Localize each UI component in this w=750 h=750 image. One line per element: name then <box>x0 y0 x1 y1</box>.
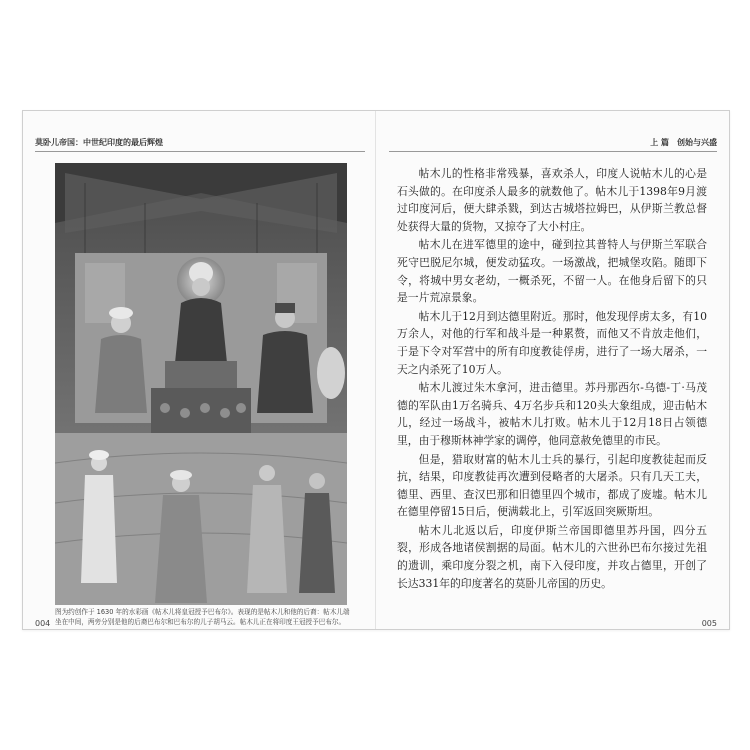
running-head-left: 莫卧儿帝国：中世纪印度的最后辉煌 <box>35 137 163 147</box>
body-text <box>397 165 707 593</box>
figure-caption: 图为约创作于 1630 年的水彩画《帖木儿将皇冠授予巴布尔》。表现的是帖木儿和他的后裔：帖木儿端坐在中间，两旁分别是他的后裔巴布尔和巴布尔的儿子胡马云。帖木儿正在将印度王冠授予巴布尔。 <box>55 608 350 626</box>
header-rule-right <box>389 151 717 152</box>
paragraph: 帖木儿的性格非常残暴，喜欢杀人，印度人说帖木儿的心是石头做的。在印度杀人最多的就数他了。帖木儿于1398年9月渡过印度河后，便大肆杀戮，到达古城塔拉姆巴，从伊斯兰教总督处获得大量的货物，又掠夺了大小村庄。 <box>397 167 707 233</box>
painting-illustration <box>55 163 347 605</box>
running-head-right: 上 篇 创始与兴盛 <box>650 137 717 147</box>
gutter <box>375 111 376 629</box>
paragraph: 但是，猎取财富的帖木儿士兵的暴行，引起印度教徒起而反抗，结果，印度教徒再次遭到侵略者的大屠杀。只有几天工夫，德里、西里、查汉巴那和旧德里四个城市，都成了废墟。帖木儿在德里停留15日后，便满载北上，引军返回突厥斯坦。 <box>397 452 707 519</box>
paragraph: 帖木儿渡过朱木拿河，进击德里。苏丹那西尔-乌德-丁·马茂德的军队由1万名骑兵、4万名步兵和120头大象组成，迎击帖木儿，经过一场战斗，被帖木儿打败。帖木儿于12月18日占领德里，由于穆斯林神学家的调停，他同意赦免德里的市民。 <box>397 381 707 447</box>
paragraph: 帖木儿在进军德里的途中，碰到拉其普特人与伊斯兰军联合死守巴脱尼尔城，便发动猛攻。一场激战，把城堡攻陷。随即下令，将城中男女老幼，一概杀死，不留一人。在他身后留下的只是一片荒凉景象。 <box>397 238 707 305</box>
paragraph: 帖木儿北返以后，印度伊斯兰帝国即德里苏丹国，四分五裂，形成各地诸侯割据的局面。帖木儿的六世孙巴布尔接过先祖的遗训，乘印度分裂之机，南下入侵印度，并攻占德里，开创了长达331年的印度著名的莫卧儿帝国的历史。 <box>397 523 707 590</box>
miniature-painting <box>55 163 347 605</box>
page-number-right: 005 <box>701 619 717 628</box>
page-number-left: 004 <box>35 619 51 628</box>
paragraph: 帖木儿于12月到达德里附近。那时，他发现俘虏太多，有10万余人，对他的行军和战斗是一种累赘，而他又不肯放走他们，于是下令对军营中的所有印度教徒俘虏，进行了一场大屠杀，一天之内杀死了10万人。 <box>397 309 707 376</box>
header-rule-left <box>35 151 365 152</box>
book-spread <box>22 110 730 630</box>
